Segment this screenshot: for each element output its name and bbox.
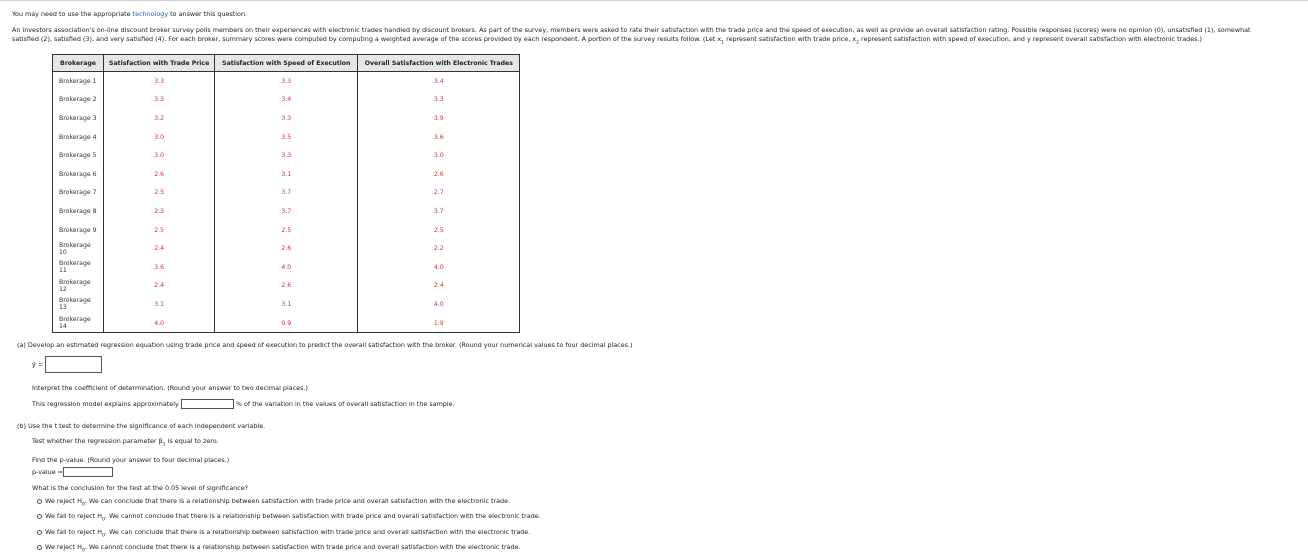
trade-price-cell: 2.5: [104, 221, 215, 240]
speed-execution-cell: 4.0: [215, 258, 358, 277]
conclusion-option-2[interactable]: [37, 512, 541, 522]
trade-price-cell: 3.1: [104, 295, 215, 314]
problem-text-2c: represent satisfaction with speed of execution, and y represent overall satisfaction with electronic trades.): [859, 34, 1202, 43]
regression-equation-input[interactable]: [45, 356, 102, 373]
brokerage-cell: Brokerage 12: [53, 277, 104, 296]
speed-execution-cell: 0.9: [215, 314, 358, 333]
trade-price-cell: 3.0: [104, 146, 215, 165]
trade-price-cell: 2.4: [104, 239, 215, 258]
header-trade-price: Satisfaction with Trade Price: [104, 55, 215, 72]
trade-price-cell: 2.6: [104, 165, 215, 184]
brokerage-cell: Brokerage 14: [53, 314, 104, 333]
speed-execution-cell: 2.6: [215, 239, 358, 258]
speed-execution-cell: 3.7: [215, 184, 358, 203]
table-row: [53, 91, 520, 110]
speed-execution-cell: 3.5: [215, 128, 358, 147]
p-value-label: p-value =: [32, 468, 64, 476]
brokerage-cell: Brokerage 10: [53, 239, 104, 258]
find-p-value-instruction: Find the p-value. (Round your answer to four decimal places.): [32, 456, 230, 464]
speed-execution-cell: 3.7: [215, 202, 358, 221]
header-speed-execution: Satisfaction with Speed of Execution: [215, 55, 358, 72]
radio-button[interactable]: [37, 514, 42, 519]
trade-price-cell: 4.0: [104, 314, 215, 333]
problem-text-2a: satisfied (2), satisfied (3), and very satisfied (4). For each broker, summary scores were computed by computing a weighted average of the scores provided by each respondent. A portion of the survey results follow. (Let x: [12, 34, 722, 43]
survey-table: [52, 54, 520, 333]
problem-text-2b: represent satisfaction with trade price, x: [724, 34, 857, 43]
explains-before: This regression model explains approximately: [32, 400, 179, 408]
table-row: [53, 277, 520, 296]
overall-satisfaction-cell: 3.6: [358, 128, 520, 147]
brokerage-cell: Brokerage 4: [53, 128, 104, 147]
table-row: [53, 72, 520, 91]
table-row: [53, 258, 520, 277]
header-brokerage: Brokerage: [53, 55, 104, 72]
speed-execution-cell: 3.3: [215, 146, 358, 165]
table-row: [53, 202, 520, 221]
p-value-row: [32, 467, 113, 477]
intro-text-before: You may need to use the appropriate: [12, 10, 131, 18]
option-text-post: . We can conclude that there is a relationship between satisfaction with trade price and overall satisfaction with the electronic trade.: [84, 497, 511, 505]
h0-subscript: 0: [102, 533, 106, 539]
intro-text-after: to answer this question.: [170, 10, 248, 18]
overall-satisfaction-cell: 2.6: [358, 165, 520, 184]
explains-after: % of the variation in the values of overall satisfaction in the sample.: [235, 400, 455, 408]
speed-execution-cell: 3.1: [215, 165, 358, 184]
intro-line: [12, 10, 1302, 19]
table-header-row: [53, 55, 520, 72]
radio-button[interactable]: [37, 530, 42, 535]
option-text-pre: We reject H: [45, 543, 82, 551]
table-row: [53, 109, 520, 128]
brokerage-cell: Brokerage 1: [53, 72, 104, 91]
trade-price-cell: 2.3: [104, 202, 215, 221]
h0-subscript: 0: [81, 548, 85, 554]
table-row: [53, 314, 520, 333]
overall-satisfaction-cell: 3.0: [358, 146, 520, 165]
overall-satisfaction-cell: 3.3: [358, 91, 520, 110]
conclusion-option-1[interactable]: [37, 497, 510, 507]
brokerage-cell: Brokerage 5: [53, 146, 104, 165]
option-text-post: . We cannot conclude that there is a relationship between satisfaction with trade price and overall satisfaction with the electronic trade.: [105, 512, 541, 520]
brokerage-cell: Brokerage 13: [53, 295, 104, 314]
explains-row: [32, 399, 455, 409]
brokerage-cell: Brokerage 7: [53, 184, 104, 203]
percent-explained-input[interactable]: [181, 399, 234, 409]
brokerage-cell: Brokerage 8: [53, 202, 104, 221]
speed-execution-cell: 2.6: [215, 277, 358, 296]
trade-price-cell: 3.3: [104, 72, 215, 91]
brokerage-cell: Brokerage 2: [53, 91, 104, 110]
problem-statement: [12, 26, 1302, 47]
overall-satisfaction-cell: 3.9: [358, 109, 520, 128]
overall-satisfaction-cell: 2.4: [358, 277, 520, 296]
overall-satisfaction-cell: 2.5: [358, 221, 520, 240]
table-row: [53, 184, 520, 203]
table-row: [53, 295, 520, 314]
overall-satisfaction-cell: 3.4: [358, 72, 520, 91]
table-row: [53, 128, 520, 147]
header-overall-satisfaction: Overall Satisfaction with Electronic Trades: [358, 55, 520, 72]
overall-satisfaction-cell: 4.0: [358, 258, 520, 277]
speed-execution-cell: 2.5: [215, 221, 358, 240]
option-text-post: . We cannot conclude that there is a relationship between satisfaction with trade price and overall satisfaction with the electronic trade.: [84, 543, 521, 551]
option-text-pre: We reject H: [45, 497, 82, 505]
x1-subscript: 1: [721, 39, 725, 45]
overall-satisfaction-cell: 2.7: [358, 184, 520, 203]
trade-price-cell: 3.3: [104, 91, 215, 110]
trade-price-cell: 3.2: [104, 109, 215, 128]
overall-satisfaction-cell: 1.9: [358, 314, 520, 333]
option-text-post: . We can conclude that there is a relationship between satisfaction with trade price and overall satisfaction with the electronic trade.: [105, 528, 531, 536]
x2-subscript: 2: [856, 39, 859, 45]
test-before: Test whether the regression parameter β: [32, 437, 163, 445]
interpret-instruction: Interpret the coefficient of determination. (Round your answer to two decimal places.): [32, 384, 308, 392]
brokerage-cell: Brokerage 3: [53, 109, 104, 128]
h0-subscript: 0: [102, 517, 106, 523]
option-text-pre: We fail to reject H: [45, 512, 103, 520]
h0-subscript: 0: [81, 502, 85, 508]
conclusion-option-4[interactable]: [37, 543, 521, 553]
speed-execution-cell: 3.3: [215, 109, 358, 128]
conclusion-option-3[interactable]: [37, 528, 530, 538]
overall-satisfaction-cell: 2.2: [358, 239, 520, 258]
part-a-question: (a) Develop an estimated regression equation using trade price and speed of execution to predict the overall satisfaction with the broker. (Round your numerical values to four decimal places.): [17, 341, 633, 349]
radio-button[interactable]: [37, 499, 42, 504]
table-row: [53, 165, 520, 184]
table-row: [53, 146, 520, 165]
technology-link[interactable]: technology: [132, 10, 169, 18]
brokerage-cell: Brokerage 6: [53, 165, 104, 184]
brokerage-cell: Brokerage 11: [53, 258, 104, 277]
yhat-label: ŷ =: [32, 360, 44, 369]
top-divider: [0, 0, 1308, 1]
beta-subscript: 1: [162, 442, 166, 448]
speed-execution-cell: 3.1: [215, 295, 358, 314]
test-parameter-line: [32, 437, 219, 447]
yhat-row: [32, 356, 102, 373]
option-text-pre: We fail to reject H: [45, 528, 103, 536]
conclusion-question: What is the conclusion for the test at the 0.05 level of significance?: [32, 484, 249, 492]
test-after: is equal to zero.: [165, 437, 219, 445]
overall-satisfaction-cell: 4.0: [358, 295, 520, 314]
problem-text-1: An investors association's on-line discount broker survey polls members on their experiences with electronic trades handled by discount brokers. As part of the survey, members were asked to rate their satisfaction with the trade price and the speed of execution, as well as provide an overall satisfaction rating. Possible responses (scores) were no opinion (0), unsatisfied (1), somewhat: [12, 26, 1251, 34]
trade-price-cell: 2.5: [104, 184, 215, 203]
brokerage-cell: Brokerage 9: [53, 221, 104, 240]
part-b-question: (b) Use the t test to determine the significance of each independent variable.: [17, 422, 266, 430]
table-row: [53, 221, 520, 240]
trade-price-cell: 3.6: [104, 258, 215, 277]
overall-satisfaction-cell: 3.7: [358, 202, 520, 221]
table-row: [53, 239, 520, 258]
trade-price-cell: 2.4: [104, 277, 215, 296]
trade-price-cell: 3.0: [104, 128, 215, 147]
speed-execution-cell: 3.4: [215, 91, 358, 110]
speed-execution-cell: 3.3: [215, 72, 358, 91]
radio-button[interactable]: [37, 545, 42, 550]
p-value-input[interactable]: [63, 467, 113, 477]
